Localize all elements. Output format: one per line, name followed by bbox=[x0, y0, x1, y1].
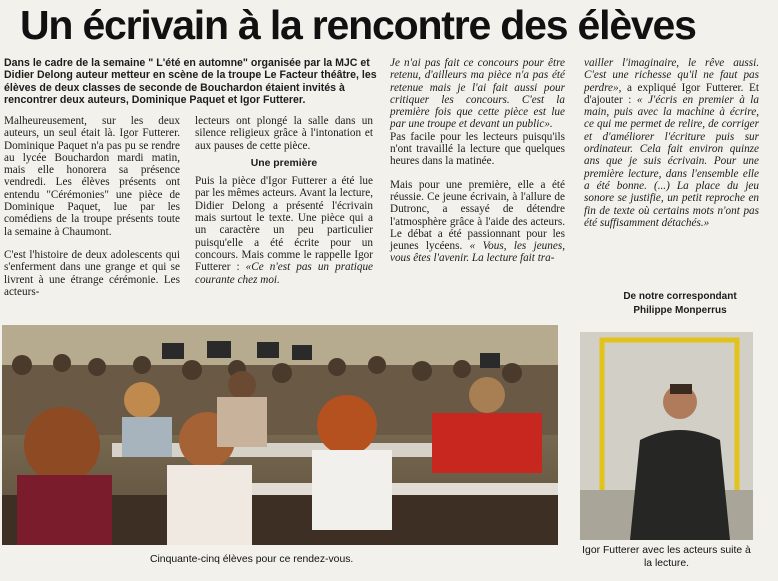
author-photo bbox=[580, 332, 753, 540]
col3-quote-2: « Vous, les jeunes, vous êtes l'avenir. La lecture fait tra- bbox=[390, 240, 565, 265]
col3-quote-1: Je n'ai pas fait ce concours pour être retenu, d'ailleurs ma pièce n'a pas été retenue mais je l'ai fait aussi pour critiquer les concours. C'est la première fois que cette pièce est lue par une troupe et devant un public». bbox=[390, 57, 565, 131]
col4-quote-2: « J'écris en premier à la main, puis avec la machine à écrire, ce qui me permet de relire, de corriger et d'améliorer l'écriture puis sur ordinateur. Cela fait environ quinze ans que je suis écrivain. Pour une première lecture, dans l'ensemble elle a été bonne. (...) La place du jeu sonore se justifie, un petit reproche en fin de texte où certains mots n'ont pas été suffisamment détachés.» bbox=[584, 93, 760, 229]
lead-paragraph: Dans le cadre de la semaine " L'été en automne" organisée par la MJC et Didier Delong auteur metteur en scène de la troupe Le Facteur théâtre, les élèves de deux classes de seconde de Bouchardon étaient invités à rencontrer deux auteurs, Dominique Paquet et Igor Futterer. bbox=[4, 57, 377, 107]
col2-paragraph-1: lecteurs ont plongé la salle dans un silence religieux grâce à l'intonation et aux pauses de cette pièce. bbox=[195, 115, 373, 152]
col3-text: Mais pour une première, elle a été réussie. Ce jeune écrivain, à l'allure de Dutronc, a essayé de détendre l'atmosphère grâce à l'aide des acteurs. Le débat a été passionnant pour les jeunes lycéens. bbox=[390, 178, 565, 253]
col4-quote-1: vailler l'imaginaire, le rêve aussi. C'est une richesse qu'il ne faut pas perdre» bbox=[584, 57, 759, 94]
column-3 bbox=[390, 57, 565, 265]
classroom-photo-illustration bbox=[2, 325, 558, 545]
author-photo-illustration bbox=[580, 332, 753, 540]
col3-paragraph-1: Pas facile pour les lecteurs puisqu'ils n'ont travaillé la lecture que quelques heures dans la matinée. bbox=[390, 130, 565, 168]
col2-text: Puis la pièce d'Igor Futterer a été lue par les mêmes acteurs. Avant la lecture, Didier Delong a présenté l'écrivain mais surtout le texte. Une pièce qui a un caractère un peu particulier puisqu'elle a été écrite pour un concours. Mais comme le rappelle Igor Futterer : bbox=[195, 175, 373, 274]
subheading-une-premiere: Une première bbox=[250, 157, 318, 169]
col1-paragraph-2: C'est l'histoire de deux adolescents qui s'enferment dans une grange et qui se livrent à une étrange cérémonie. Les acteurs- bbox=[4, 248, 180, 298]
col4-paragraph bbox=[584, 57, 759, 229]
column-4 bbox=[584, 57, 759, 229]
col2-quote: «Ce n'est pas un pratique courante chez moi. bbox=[195, 261, 374, 286]
byline-name: Philippe Monperrus bbox=[633, 305, 727, 316]
byline-role: De notre correspondant bbox=[623, 291, 737, 302]
col3-paragraph-2 bbox=[390, 179, 565, 265]
col2-paragraph-2 bbox=[195, 175, 373, 286]
column-1 bbox=[4, 115, 180, 298]
caption-classroom-photo: Cinquante-cinq élèves pour ce rendez-vous. bbox=[150, 554, 354, 565]
col1-paragraph-1: Malheureusement, sur les deux auteurs, un seul était là. Igor Futterer. Dominique Paquet n'a pas pu se rendre au lycée Bouchardon mardi matin, mais elle honorera sa présence vendredi. Les élèves présents ont entendu "Cérémonies" une pièce de Dominique Paquet, lue par les comédiens de la troupe présents toute la semaine à Chaumont. bbox=[4, 115, 180, 238]
byline bbox=[600, 290, 760, 318]
col4-text: , a expliqué Igor Futterer. Et d'ajouter : bbox=[584, 81, 759, 106]
caption-author-photo: Igor Futterer avec les acteurs suite à la lecture. bbox=[582, 545, 751, 569]
classroom-photo bbox=[2, 325, 558, 545]
headline: Un écrivain à la rencontre des élèves bbox=[20, 2, 696, 48]
column-2 bbox=[195, 115, 373, 286]
